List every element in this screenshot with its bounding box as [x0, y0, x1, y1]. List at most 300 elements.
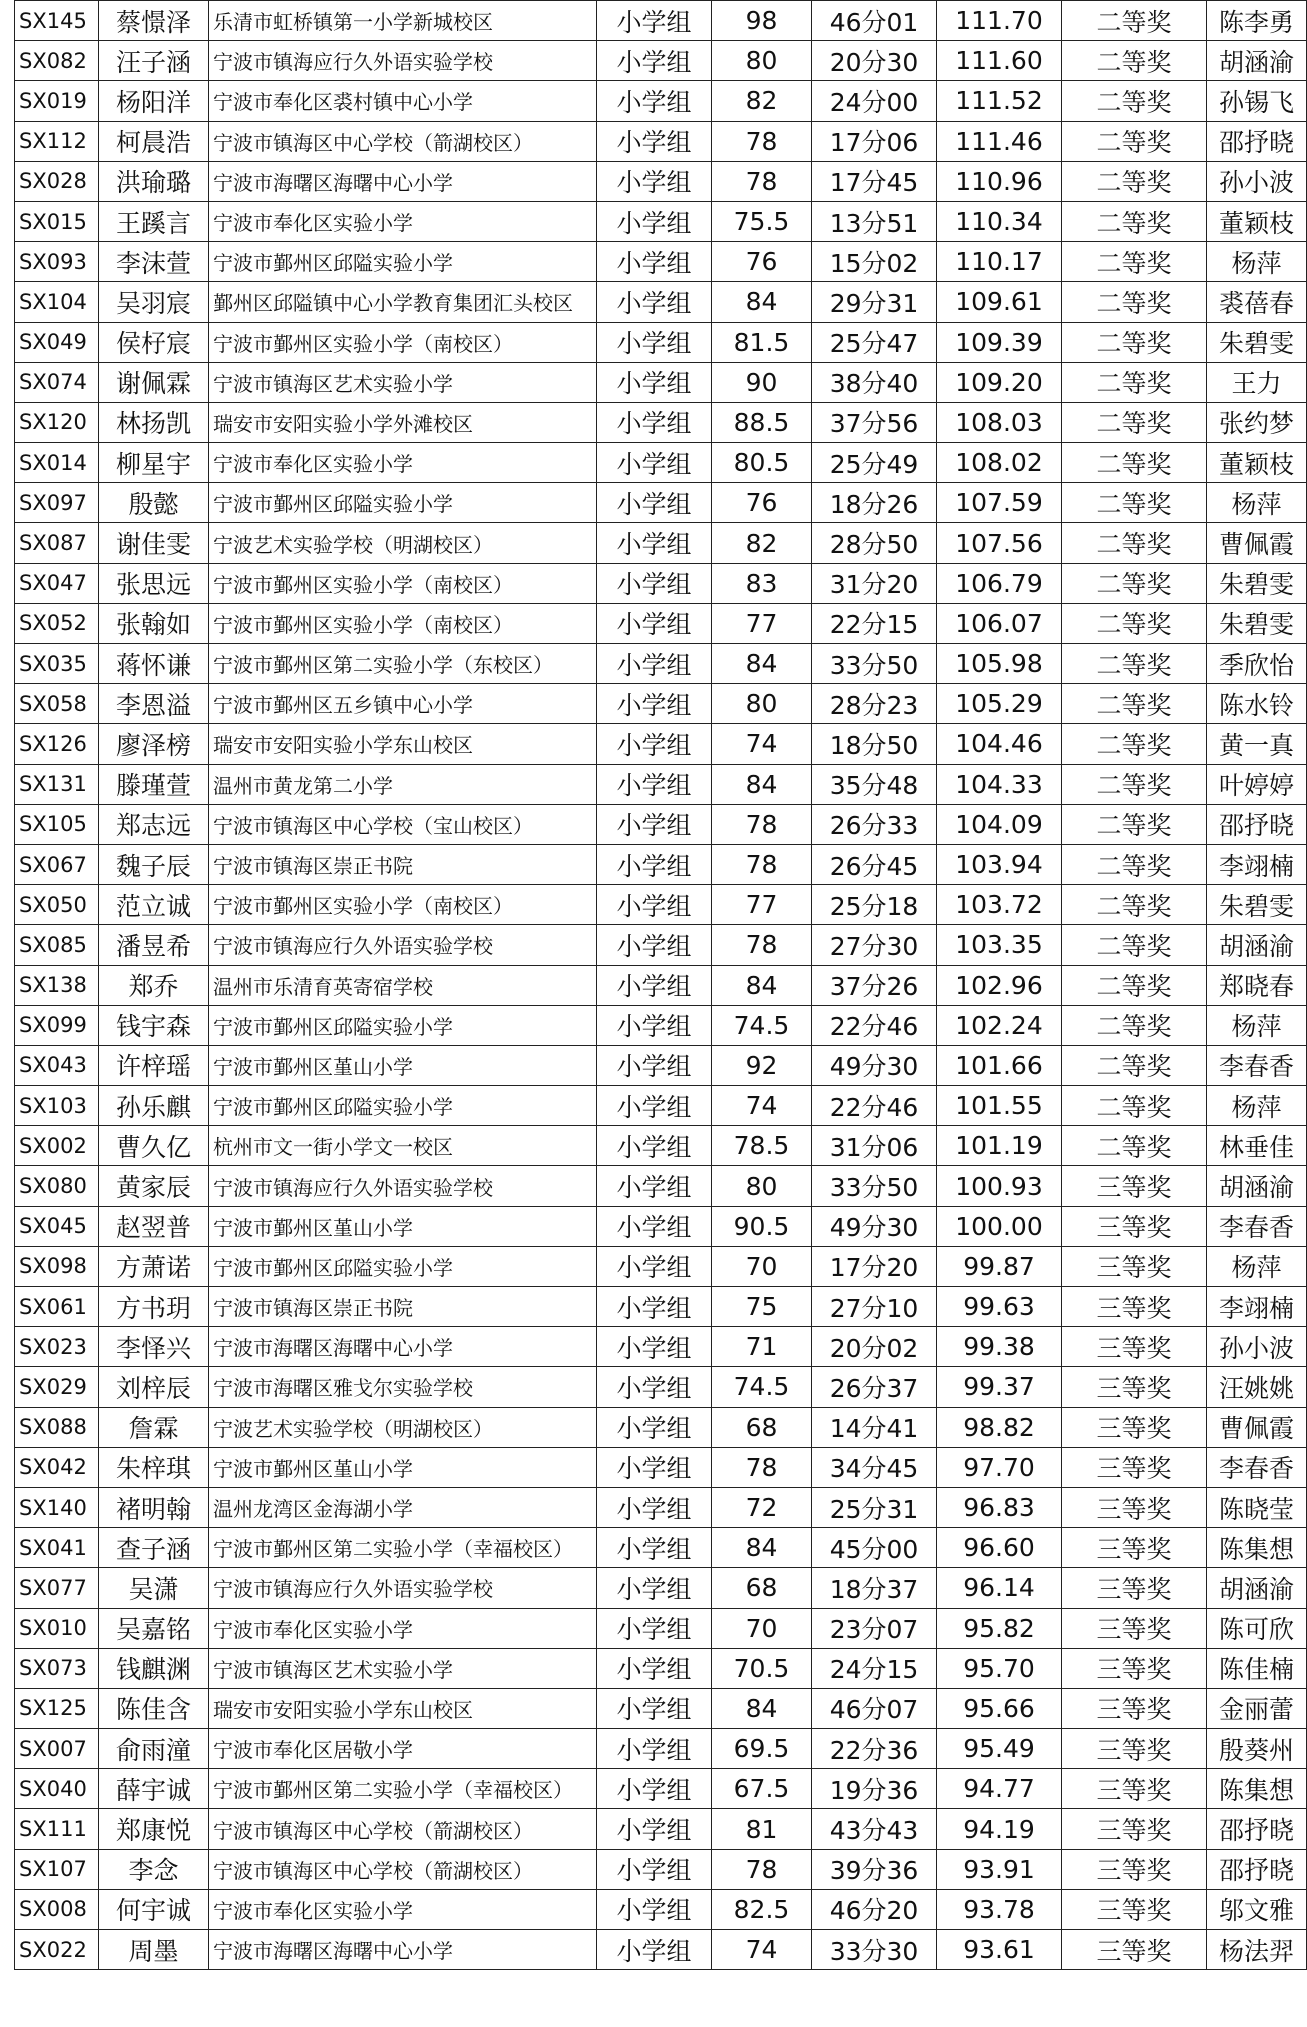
total-score-cell: 107.56 [937, 523, 1062, 563]
school-cell: 宁波市奉化区居敬小学 [209, 1729, 597, 1769]
award-cell: 二等奖 [1062, 764, 1207, 804]
group-cell: 小学组 [597, 362, 712, 402]
teacher-cell: 邵抒晓 [1207, 121, 1307, 161]
total-score-cell: 110.96 [937, 161, 1062, 201]
table-row [15, 1126, 1307, 1166]
table-row [15, 1528, 1307, 1568]
score-cell: 78 [712, 844, 812, 884]
award-cell: 二等奖 [1062, 644, 1207, 684]
group-cell: 小学组 [597, 925, 712, 965]
table-row [15, 1, 1307, 41]
entry-id-cell: SX029 [15, 1367, 99, 1407]
group-cell: 小学组 [597, 1287, 712, 1327]
school-cell: 瑞安市安阳实验小学东山校区 [209, 724, 597, 764]
student-name-cell: 李恩溢 [99, 684, 209, 724]
score-cell: 78 [712, 804, 812, 844]
school-cell: 宁波市鄞州区实验小学（南校区） [209, 603, 597, 643]
award-cell: 二等奖 [1062, 121, 1207, 161]
table-row [15, 282, 1307, 322]
time-cell: 24分15 [812, 1648, 937, 1688]
school-cell: 宁波市海曙区雅戈尔实验学校 [209, 1367, 597, 1407]
time-cell: 19分36 [812, 1769, 937, 1809]
student-name-cell: 赵翌普 [99, 1206, 209, 1246]
award-cell: 二等奖 [1062, 603, 1207, 643]
student-name-cell: 林扬凯 [99, 402, 209, 442]
score-cell: 74.5 [712, 1367, 812, 1407]
school-cell: 宁波市奉化区裘村镇中心小学 [209, 81, 597, 121]
total-score-cell: 104.09 [937, 804, 1062, 844]
total-score-cell: 109.20 [937, 362, 1062, 402]
award-cell: 二等奖 [1062, 1, 1207, 41]
school-cell: 宁波市奉化区实验小学 [209, 201, 597, 241]
student-name-cell: 吴潇 [99, 1568, 209, 1608]
table-row [15, 1487, 1307, 1527]
total-score-cell: 94.19 [937, 1809, 1062, 1849]
score-cell: 78 [712, 1849, 812, 1889]
entry-id-cell: SX067 [15, 844, 99, 884]
entry-id-cell: SX085 [15, 925, 99, 965]
time-cell: 20分30 [812, 41, 937, 81]
entry-id-cell: SX082 [15, 41, 99, 81]
teacher-cell: 董颖枝 [1207, 443, 1307, 483]
school-cell: 鄞州区邱隘镇中心小学教育集团汇头校区 [209, 282, 597, 322]
table-row [15, 1849, 1307, 1889]
time-cell: 25分18 [812, 885, 937, 925]
entry-id-cell: SX145 [15, 1, 99, 41]
award-cell: 二等奖 [1062, 41, 1207, 81]
award-cell: 三等奖 [1062, 1287, 1207, 1327]
time-cell: 25分31 [812, 1487, 937, 1527]
student-name-cell: 黄家辰 [99, 1166, 209, 1206]
score-cell: 77 [712, 603, 812, 643]
table-row [15, 764, 1307, 804]
group-cell: 小学组 [597, 1246, 712, 1286]
school-cell: 宁波市镇海区艺术实验小学 [209, 1648, 597, 1688]
entry-id-cell: SX043 [15, 1045, 99, 1085]
time-cell: 26分37 [812, 1367, 937, 1407]
table-row [15, 1086, 1307, 1126]
time-cell: 18分26 [812, 483, 937, 523]
award-cell: 二等奖 [1062, 322, 1207, 362]
school-cell: 瑞安市安阳实验小学外滩校区 [209, 402, 597, 442]
total-score-cell: 103.72 [937, 885, 1062, 925]
total-score-cell: 94.77 [937, 1769, 1062, 1809]
teacher-cell: 朱碧雯 [1207, 885, 1307, 925]
entry-id-cell: SX008 [15, 1889, 99, 1929]
group-cell: 小学组 [597, 1166, 712, 1206]
award-cell: 二等奖 [1062, 885, 1207, 925]
teacher-cell: 裘蓓春 [1207, 282, 1307, 322]
school-cell: 宁波市镇海区崇正书院 [209, 1287, 597, 1327]
student-name-cell: 柯晨浩 [99, 121, 209, 161]
total-score-cell: 104.33 [937, 764, 1062, 804]
time-cell: 22分36 [812, 1729, 937, 1769]
teacher-cell: 朱碧雯 [1207, 322, 1307, 362]
total-score-cell: 95.70 [937, 1648, 1062, 1688]
school-cell: 宁波市鄞州区第二实验小学（幸福校区） [209, 1769, 597, 1809]
award-cell: 三等奖 [1062, 1889, 1207, 1929]
group-cell: 小学组 [597, 1206, 712, 1246]
score-cell: 67.5 [712, 1769, 812, 1809]
entry-id-cell: SX028 [15, 161, 99, 201]
teacher-cell: 叶婷婷 [1207, 764, 1307, 804]
teacher-cell: 王力 [1207, 362, 1307, 402]
school-cell: 温州市黄龙第二小学 [209, 764, 597, 804]
group-cell: 小学组 [597, 563, 712, 603]
student-name-cell: 郑志远 [99, 804, 209, 844]
total-score-cell: 110.34 [937, 201, 1062, 241]
award-cell: 三等奖 [1062, 1930, 1207, 1970]
table-row [15, 201, 1307, 241]
school-cell: 宁波市镇海区中心学校（箭湖校区） [209, 121, 597, 161]
table-row [15, 804, 1307, 844]
school-cell: 宁波市镇海区崇正书院 [209, 844, 597, 884]
student-name-cell: 吴嘉铭 [99, 1608, 209, 1648]
award-cell: 二等奖 [1062, 724, 1207, 764]
group-cell: 小学组 [597, 804, 712, 844]
total-score-cell: 101.19 [937, 1126, 1062, 1166]
total-score-cell: 98.82 [937, 1407, 1062, 1447]
teacher-cell: 汪姚姚 [1207, 1367, 1307, 1407]
time-cell: 34分45 [812, 1447, 937, 1487]
student-name-cell: 潘昱希 [99, 925, 209, 965]
student-name-cell: 陈佳含 [99, 1688, 209, 1728]
teacher-cell: 邬文雅 [1207, 1889, 1307, 1929]
time-cell: 46分07 [812, 1688, 937, 1728]
teacher-cell: 胡涵渝 [1207, 41, 1307, 81]
student-name-cell: 曹久亿 [99, 1126, 209, 1166]
entry-id-cell: SX045 [15, 1206, 99, 1246]
award-cell: 三等奖 [1062, 1849, 1207, 1889]
score-cell: 70 [712, 1246, 812, 1286]
student-name-cell: 张翰如 [99, 603, 209, 643]
table-row [15, 844, 1307, 884]
time-cell: 13分51 [812, 201, 937, 241]
time-cell: 27分30 [812, 925, 937, 965]
school-cell: 宁波艺术实验学校（明湖校区） [209, 523, 597, 563]
entry-id-cell: SX080 [15, 1166, 99, 1206]
student-name-cell: 李念 [99, 1849, 209, 1889]
entry-id-cell: SX073 [15, 1648, 99, 1688]
student-name-cell: 方书玥 [99, 1287, 209, 1327]
teacher-cell: 邵抒晓 [1207, 1849, 1307, 1889]
entry-id-cell: SX041 [15, 1528, 99, 1568]
student-name-cell: 张思远 [99, 563, 209, 603]
group-cell: 小学组 [597, 121, 712, 161]
time-cell: 25分47 [812, 322, 937, 362]
award-cell: 二等奖 [1062, 965, 1207, 1005]
teacher-cell: 杨萍 [1207, 1005, 1307, 1045]
time-cell: 22分46 [812, 1086, 937, 1126]
award-cell: 二等奖 [1062, 925, 1207, 965]
teacher-cell: 季欣怡 [1207, 644, 1307, 684]
award-cell: 二等奖 [1062, 563, 1207, 603]
group-cell: 小学组 [597, 483, 712, 523]
total-score-cell: 101.55 [937, 1086, 1062, 1126]
teacher-cell: 杨萍 [1207, 1086, 1307, 1126]
school-cell: 宁波市镇海区中心学校（宝山校区） [209, 804, 597, 844]
total-score-cell: 93.78 [937, 1889, 1062, 1929]
entry-id-cell: SX112 [15, 121, 99, 161]
entry-id-cell: SX087 [15, 523, 99, 563]
time-cell: 17分45 [812, 161, 937, 201]
table-row [15, 322, 1307, 362]
award-cell: 三等奖 [1062, 1487, 1207, 1527]
teacher-cell: 邵抒晓 [1207, 1809, 1307, 1849]
table-row [15, 1407, 1307, 1447]
group-cell: 小学组 [597, 1809, 712, 1849]
time-cell: 28分50 [812, 523, 937, 563]
entry-id-cell: SX138 [15, 965, 99, 1005]
score-cell: 80.5 [712, 443, 812, 483]
teacher-cell: 陈佳楠 [1207, 1648, 1307, 1688]
table-row [15, 443, 1307, 483]
entry-id-cell: SX111 [15, 1809, 99, 1849]
entry-id-cell: SX105 [15, 804, 99, 844]
score-cell: 74 [712, 1930, 812, 1970]
student-name-cell: 王蹊言 [99, 201, 209, 241]
total-score-cell: 99.38 [937, 1327, 1062, 1367]
time-cell: 49分30 [812, 1045, 937, 1085]
entry-id-cell: SX035 [15, 644, 99, 684]
time-cell: 26分45 [812, 844, 937, 884]
student-name-cell: 许梓瑶 [99, 1045, 209, 1085]
teacher-cell: 朱碧雯 [1207, 603, 1307, 643]
award-cell: 三等奖 [1062, 1688, 1207, 1728]
group-cell: 小学组 [597, 764, 712, 804]
score-cell: 74 [712, 1086, 812, 1126]
score-cell: 81.5 [712, 322, 812, 362]
school-cell: 宁波市鄞州区实验小学（南校区） [209, 563, 597, 603]
entry-id-cell: SX104 [15, 282, 99, 322]
table-row [15, 1005, 1307, 1045]
school-cell: 宁波市鄞州区第二实验小学（幸福校区） [209, 1528, 597, 1568]
group-cell: 小学组 [597, 1126, 712, 1166]
award-cell: 三等奖 [1062, 1608, 1207, 1648]
entry-id-cell: SX007 [15, 1729, 99, 1769]
score-cell: 80 [712, 41, 812, 81]
time-cell: 33分50 [812, 1166, 937, 1206]
award-cell: 二等奖 [1062, 201, 1207, 241]
teacher-cell: 陈集想 [1207, 1769, 1307, 1809]
time-cell: 31分06 [812, 1126, 937, 1166]
total-score-cell: 109.39 [937, 322, 1062, 362]
student-name-cell: 洪瑜璐 [99, 161, 209, 201]
group-cell: 小学组 [597, 684, 712, 724]
group-cell: 小学组 [597, 1528, 712, 1568]
entry-id-cell: SX093 [15, 242, 99, 282]
award-cell: 二等奖 [1062, 1086, 1207, 1126]
award-cell: 三等奖 [1062, 1206, 1207, 1246]
time-cell: 27分10 [812, 1287, 937, 1327]
group-cell: 小学组 [597, 322, 712, 362]
score-cell: 70 [712, 1608, 812, 1648]
table-row [15, 362, 1307, 402]
total-score-cell: 105.29 [937, 684, 1062, 724]
group-cell: 小学组 [597, 885, 712, 925]
score-cell: 76 [712, 483, 812, 523]
student-name-cell: 薛宇诚 [99, 1769, 209, 1809]
student-name-cell: 谢佩霖 [99, 362, 209, 402]
table-row [15, 1688, 1307, 1728]
award-cell: 三等奖 [1062, 1166, 1207, 1206]
total-score-cell: 97.70 [937, 1447, 1062, 1487]
teacher-cell: 杨萍 [1207, 242, 1307, 282]
table-row [15, 1809, 1307, 1849]
group-cell: 小学组 [597, 965, 712, 1005]
table-row [15, 41, 1307, 81]
score-cell: 71 [712, 1327, 812, 1367]
teacher-cell: 朱碧雯 [1207, 563, 1307, 603]
entry-id-cell: SX023 [15, 1327, 99, 1367]
total-score-cell: 106.79 [937, 563, 1062, 603]
student-name-cell: 汪子涵 [99, 41, 209, 81]
group-cell: 小学组 [597, 402, 712, 442]
group-cell: 小学组 [597, 1688, 712, 1728]
results-table [14, 0, 1307, 1970]
score-cell: 90.5 [712, 1206, 812, 1246]
entry-id-cell: SX049 [15, 322, 99, 362]
award-cell: 三等奖 [1062, 1769, 1207, 1809]
time-cell: 22分46 [812, 1005, 937, 1045]
entry-id-cell: SX098 [15, 1246, 99, 1286]
score-cell: 84 [712, 1688, 812, 1728]
total-score-cell: 106.07 [937, 603, 1062, 643]
entry-id-cell: SX014 [15, 443, 99, 483]
table-row [15, 1648, 1307, 1688]
table-row [15, 1729, 1307, 1769]
table-row [15, 925, 1307, 965]
table-row [15, 1166, 1307, 1206]
table-row [15, 523, 1307, 563]
student-name-cell: 侯杍宸 [99, 322, 209, 362]
group-cell: 小学组 [597, 161, 712, 201]
score-cell: 84 [712, 644, 812, 684]
award-cell: 二等奖 [1062, 443, 1207, 483]
student-name-cell: 郑乔 [99, 965, 209, 1005]
time-cell: 43分43 [812, 1809, 937, 1849]
award-cell: 二等奖 [1062, 242, 1207, 282]
time-cell: 14分41 [812, 1407, 937, 1447]
entry-id-cell: SX103 [15, 1086, 99, 1126]
group-cell: 小学组 [597, 1005, 712, 1045]
award-cell: 二等奖 [1062, 483, 1207, 523]
student-name-cell: 李沫萱 [99, 242, 209, 282]
student-name-cell: 滕瑾萱 [99, 764, 209, 804]
teacher-cell: 陈李勇 [1207, 1, 1307, 41]
entry-id-cell: SX047 [15, 563, 99, 603]
school-cell: 宁波市鄞州区堇山小学 [209, 1045, 597, 1085]
award-cell: 三等奖 [1062, 1407, 1207, 1447]
total-score-cell: 100.00 [937, 1206, 1062, 1246]
total-score-cell: 99.63 [937, 1287, 1062, 1327]
total-score-cell: 93.61 [937, 1930, 1062, 1970]
table-row [15, 242, 1307, 282]
group-cell: 小学组 [597, 443, 712, 483]
school-cell: 宁波市海曙区海曙中心小学 [209, 1327, 597, 1367]
group-cell: 小学组 [597, 1086, 712, 1126]
time-cell: 45分00 [812, 1528, 937, 1568]
table-row [15, 1045, 1307, 1085]
table-row [15, 161, 1307, 201]
table-row [15, 1206, 1307, 1246]
results-table-body [15, 1, 1307, 1970]
school-cell: 宁波市鄞州区邱隘实验小学 [209, 1086, 597, 1126]
group-cell: 小学组 [597, 1487, 712, 1527]
total-score-cell: 111.70 [937, 1, 1062, 41]
student-name-cell: 李怿兴 [99, 1327, 209, 1367]
award-cell: 三等奖 [1062, 1729, 1207, 1769]
total-score-cell: 99.37 [937, 1367, 1062, 1407]
score-cell: 78 [712, 161, 812, 201]
group-cell: 小学组 [597, 1930, 712, 1970]
group-cell: 小学组 [597, 1407, 712, 1447]
time-cell: 18分37 [812, 1568, 937, 1608]
total-score-cell: 111.60 [937, 41, 1062, 81]
total-score-cell: 102.24 [937, 1005, 1062, 1045]
table-row [15, 1568, 1307, 1608]
group-cell: 小学组 [597, 1, 712, 41]
total-score-cell: 108.02 [937, 443, 1062, 483]
school-cell: 宁波市镇海区艺术实验小学 [209, 362, 597, 402]
table-row [15, 1287, 1307, 1327]
teacher-cell: 陈晓莹 [1207, 1487, 1307, 1527]
teacher-cell: 李翊楠 [1207, 844, 1307, 884]
teacher-cell: 杨法羿 [1207, 1930, 1307, 1970]
school-cell: 温州龙湾区金海湖小学 [209, 1487, 597, 1527]
teacher-cell: 陈水铃 [1207, 684, 1307, 724]
group-cell: 小学组 [597, 242, 712, 282]
teacher-cell: 李翊楠 [1207, 1287, 1307, 1327]
teacher-cell: 孙锡飞 [1207, 81, 1307, 121]
award-cell: 三等奖 [1062, 1327, 1207, 1367]
total-score-cell: 96.60 [937, 1528, 1062, 1568]
table-row [15, 121, 1307, 161]
student-name-cell: 杨阳洋 [99, 81, 209, 121]
table-row [15, 402, 1307, 442]
entry-id-cell: SX131 [15, 764, 99, 804]
award-cell: 二等奖 [1062, 844, 1207, 884]
total-score-cell: 105.98 [937, 644, 1062, 684]
table-row [15, 81, 1307, 121]
award-cell: 二等奖 [1062, 804, 1207, 844]
entry-id-cell: SX002 [15, 1126, 99, 1166]
time-cell: 33分50 [812, 644, 937, 684]
student-name-cell: 何宇诚 [99, 1889, 209, 1929]
teacher-cell: 黄一真 [1207, 724, 1307, 764]
time-cell: 17分20 [812, 1246, 937, 1286]
entry-id-cell: SX125 [15, 1688, 99, 1728]
teacher-cell: 孙小波 [1207, 1327, 1307, 1367]
student-name-cell: 周墨 [99, 1930, 209, 1970]
student-name-cell: 查子涵 [99, 1528, 209, 1568]
student-name-cell: 蔡憬泽 [99, 1, 209, 41]
student-name-cell: 钱麒渊 [99, 1648, 209, 1688]
teacher-cell: 董颖枝 [1207, 201, 1307, 241]
student-name-cell: 詹霖 [99, 1407, 209, 1447]
entry-id-cell: SX097 [15, 483, 99, 523]
entry-id-cell: SX019 [15, 81, 99, 121]
score-cell: 69.5 [712, 1729, 812, 1769]
school-cell: 乐清市虹桥镇第一小学新城校区 [209, 1, 597, 41]
student-name-cell: 孙乐麒 [99, 1086, 209, 1126]
entry-id-cell: SX074 [15, 362, 99, 402]
score-cell: 82 [712, 523, 812, 563]
time-cell: 20分02 [812, 1327, 937, 1367]
school-cell: 宁波市奉化区实验小学 [209, 1889, 597, 1929]
teacher-cell: 曹佩霞 [1207, 1407, 1307, 1447]
school-cell: 宁波市鄞州区邱隘实验小学 [209, 1005, 597, 1045]
